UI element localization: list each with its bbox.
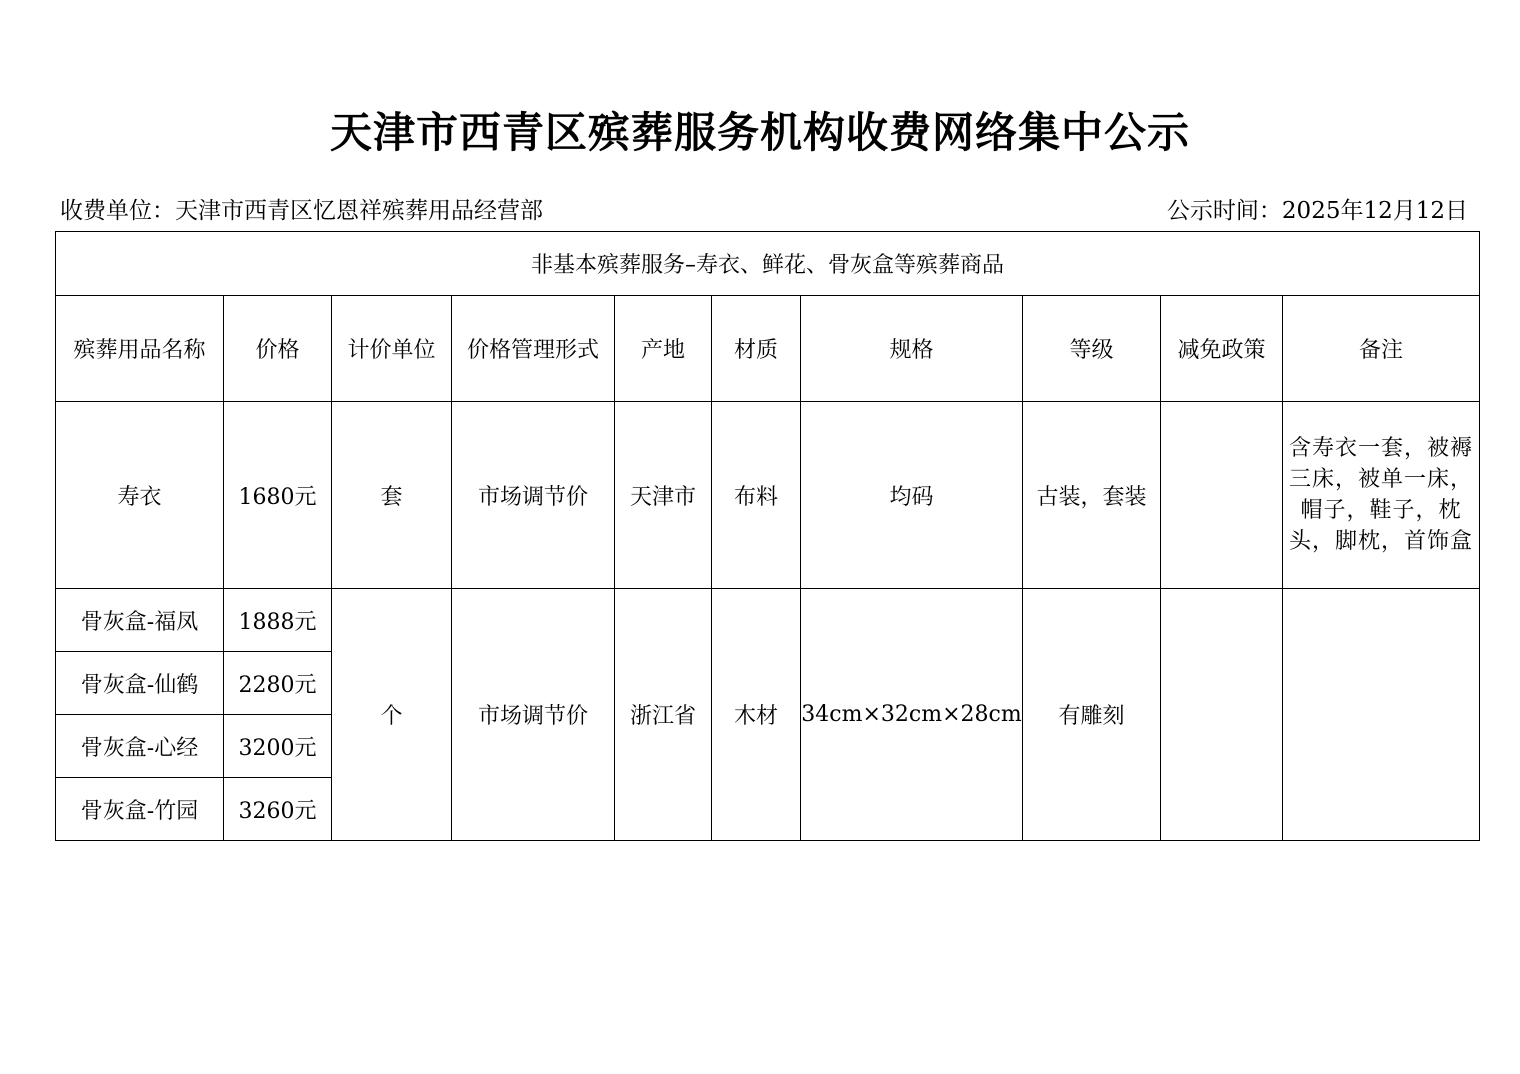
header-relief-policy: 减免政策 [1161, 296, 1283, 402]
urn-spec: 34cm×32cm×28cm [801, 589, 1023, 841]
issuing-unit-value: 天津市西青区忆恩祥殡葬用品经营部 [175, 198, 543, 224]
issuing-unit-label: 收费单位： [60, 198, 175, 224]
urn-name: 骨灰盒-竹园 [56, 778, 224, 841]
table-row [56, 589, 1480, 652]
header-material: 材质 [712, 296, 801, 402]
header-origin: 产地 [615, 296, 712, 402]
urn-unit: 个 [332, 589, 452, 841]
urn-name: 骨灰盒-心经 [56, 715, 224, 778]
publish-date-label: 公示时间： [1166, 198, 1282, 224]
item-name: 寿衣 [56, 402, 224, 589]
item-grade: 古装，套装 [1023, 402, 1161, 589]
urn-note [1283, 589, 1480, 841]
urn-name: 骨灰盒-福凤 [56, 589, 224, 652]
header-price: 价格 [224, 296, 332, 402]
item-spec: 均码 [801, 402, 1023, 589]
page-title: 天津市西青区殡葬服务机构收费网络集中公示 [329, 108, 1190, 157]
header-spec: 规格 [801, 296, 1023, 402]
publish-date [1167, 192, 1468, 225]
item-price: 1680元 [224, 402, 332, 589]
table-row [56, 402, 1480, 589]
item-origin: 天津市 [615, 402, 712, 589]
urn-price: 2280元 [224, 652, 332, 715]
publish-date-value: 2025年12月12日 [1281, 198, 1468, 224]
header-pricing-form: 价格管理形式 [452, 296, 615, 402]
urn-grade: 有雕刻 [1023, 589, 1161, 841]
item-pricing: 市场调节价 [452, 402, 615, 589]
header-pricing-unit: 计价单位 [332, 296, 452, 402]
urn-relief [1161, 589, 1283, 841]
urn-price: 3260元 [224, 778, 332, 841]
item-note: 含寿衣一套，被褥三床，被单一床，帽子，鞋子，枕头，脚枕，首饰盒 [1283, 402, 1480, 589]
urn-pricing: 市场调节价 [452, 589, 615, 841]
header-note: 备注 [1283, 296, 1480, 402]
urn-name: 骨灰盒-仙鹤 [56, 652, 224, 715]
urn-price: 1888元 [224, 589, 332, 652]
item-unit: 套 [332, 402, 452, 589]
urn-price: 3200元 [224, 715, 332, 778]
fee-table [55, 231, 1480, 841]
issuing-unit [60, 192, 543, 225]
item-material: 布料 [712, 402, 801, 589]
header-item-name: 殡葬用品名称 [56, 296, 224, 402]
service-category: 非基本殡葬服务–寿衣、鲜花、骨灰盒等殡葬商品 [56, 232, 1480, 296]
urn-origin: 浙江省 [615, 589, 712, 841]
header-grade: 等级 [1023, 296, 1161, 402]
urn-material: 木材 [712, 589, 801, 841]
item-relief [1161, 402, 1283, 589]
